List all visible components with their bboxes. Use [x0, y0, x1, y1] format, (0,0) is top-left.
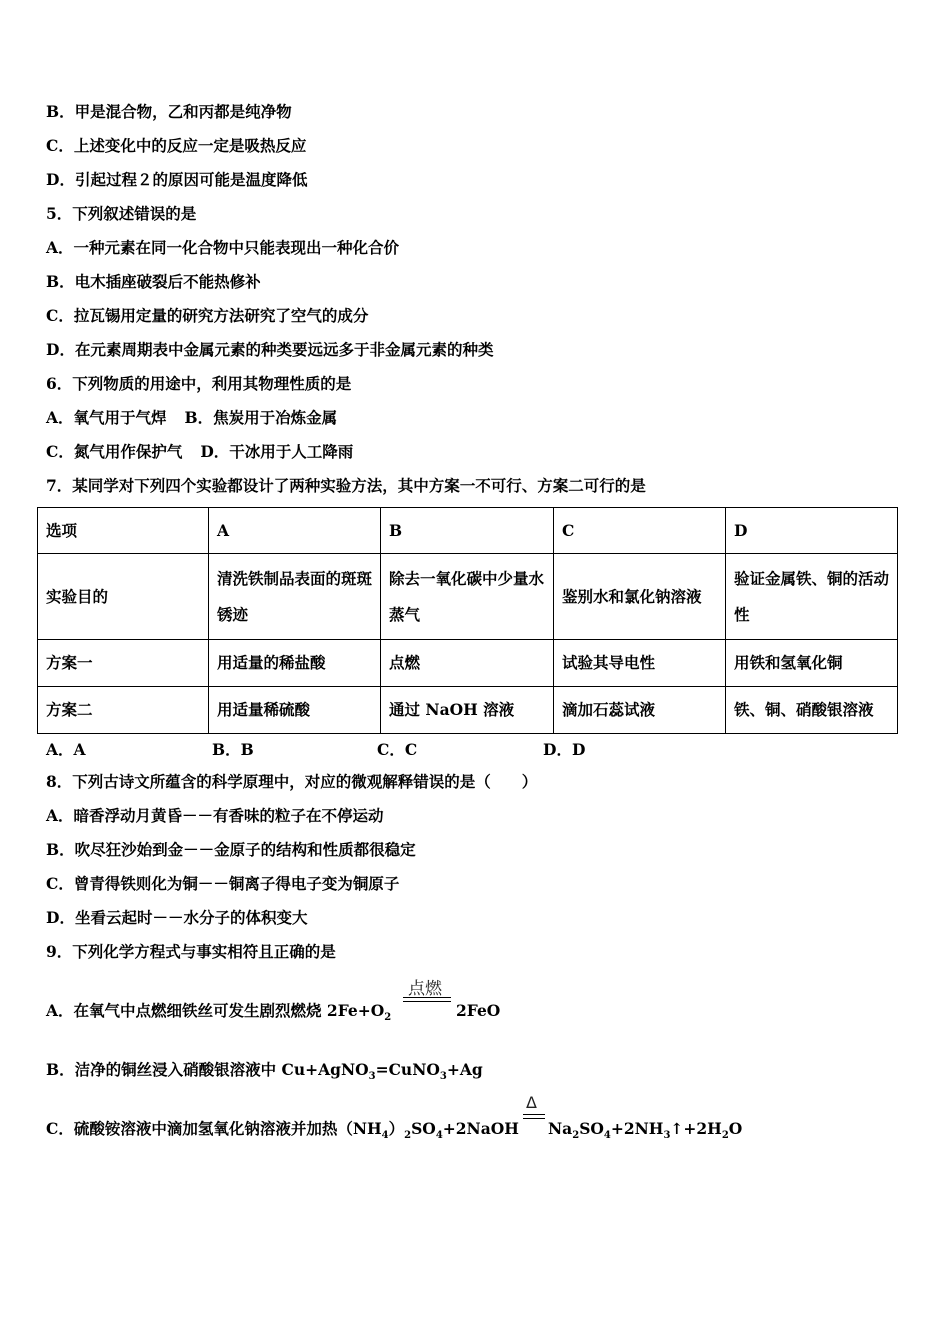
q8-option-b: B．吹尽狂沙始到金－－金原子的结构和性质都很稳定: [46, 840, 416, 859]
q9-option-b-text: B．洁净的铜丝浸入硝酸银溶液中 Cu+AgNO: [46, 1060, 369, 1079]
formula-part: +Ag: [446, 1060, 483, 1079]
q7-answer-b: B．B: [212, 740, 254, 759]
q6-options-ab: [46, 408, 337, 428]
subscript: 2: [721, 1130, 729, 1142]
q8-option-a: A．暗香浮动月黄昏－－有香味的粒子在不停运动: [46, 806, 384, 825]
formula-part: Na: [548, 1119, 573, 1138]
table-cell: 实验目的: [38, 554, 209, 640]
subscript: 3: [663, 1130, 671, 1142]
q5-option-a: A．一种元素在同一化合物中只能表现出一种化合价: [46, 238, 400, 257]
formula-part: =CuNO: [375, 1060, 440, 1079]
formula-part: ↑+2H: [670, 1119, 722, 1138]
q9-option-a-product: 2FeO: [456, 1001, 501, 1020]
q5-option-d: D．在元素周期表中金属元素的种类要远远多于非金属元素的种类: [46, 340, 494, 359]
q5-stem: 5．下列叙述错误的是: [46, 204, 197, 223]
table-cell: 验证金属铁、铜的活动性: [726, 554, 898, 640]
table-cell: 鉴别水和氯化钠溶液: [554, 554, 726, 640]
reaction-condition-ignite: 点燃: [408, 979, 442, 999]
header-cell: C: [554, 508, 726, 554]
q6-option-d: D．干冰用于人工降雨: [200, 442, 354, 461]
header-cell: B: [381, 508, 554, 554]
q6-option-b: B．焦炭用于冶炼金属: [184, 408, 338, 427]
q6-options-cd: [46, 442, 353, 462]
table-cell: 方案二: [38, 687, 209, 734]
q9-option-c: [46, 1119, 519, 1146]
subscript: 2: [384, 1012, 392, 1024]
formula-part: SO: [579, 1119, 604, 1138]
table-row: [38, 687, 898, 734]
equation-double-line: [403, 997, 451, 1002]
header-cell: D: [726, 508, 898, 554]
q8-stem: 8．下列古诗文所蕴含的科学原理中，对应的微观解释错误的是（ ）: [46, 772, 538, 791]
q7-stem: 7．某同学对下列四个实验都设计了两种实验方法，其中方案一不可行、方案二可行的是: [46, 476, 646, 495]
q7-answer-c: C．C: [377, 740, 418, 759]
subscript: 3: [439, 1071, 447, 1083]
table-row: [38, 508, 898, 554]
subscript: 4: [381, 1130, 389, 1142]
formula-part: ）: [388, 1119, 405, 1138]
q7-answer-d: D．D: [543, 740, 586, 759]
formula-part: +2NH: [610, 1119, 664, 1138]
q4-option-b: B．甲是混合物，乙和丙都是纯净物: [46, 102, 292, 121]
table-cell: 试验其导电性: [554, 640, 726, 687]
q7-table: [37, 507, 898, 734]
table-cell: 滴加石蕊试液: [554, 687, 726, 734]
q9-option-c-text: C．硫酸铵溶液中滴加氢氧化钠溶液并加热（NH: [46, 1119, 382, 1138]
q6-option-c: C．氮气用作保护气: [46, 442, 183, 461]
table-cell: 用铁和氢氧化铜: [726, 640, 898, 687]
table-cell: 铁、铜、硝酸银溶液: [726, 687, 898, 734]
subscript: 2: [572, 1130, 580, 1142]
q9-option-b: [46, 1060, 483, 1087]
table-cell: 清洗铁制品表面的斑斑锈迹: [209, 554, 381, 640]
q4-option-c: C．上述变化中的反应一定是吸热反应: [46, 136, 307, 155]
table-row: [38, 554, 898, 640]
q4-option-d: D．引起过程２的原因可能是温度降低: [46, 170, 308, 189]
q8-option-d: D．坐看云起时－－水分子的体积变大: [46, 908, 308, 927]
reaction-condition-heat: Δ: [526, 1093, 537, 1112]
q6-stem: 6．下列物质的用途中，利用其物理性质的是: [46, 374, 352, 393]
table-cell: 用适量稀硫酸: [209, 687, 381, 734]
table-cell: 点燃: [381, 640, 554, 687]
formula-part: +2NaOH: [442, 1119, 519, 1138]
q5-option-b: B．电木插座破裂后不能热修补: [46, 272, 261, 291]
table-row: [38, 640, 898, 687]
formula-part: O: [728, 1119, 743, 1138]
q9-option-c-product: [548, 1119, 742, 1146]
subscript: 3: [368, 1071, 376, 1083]
equation-double-line: [523, 1114, 545, 1119]
header-cell: 选项: [38, 508, 209, 554]
table-cell: 通过 NaOH 溶液: [381, 687, 554, 734]
header-cell: A: [209, 508, 381, 554]
table-cell: 方案一: [38, 640, 209, 687]
table-cell: 用适量的稀盐酸: [209, 640, 381, 687]
q5-option-c: C．拉瓦锡用定量的研究方法研究了空气的成分: [46, 306, 369, 325]
formula-part: SO: [411, 1119, 436, 1138]
q6-option-a: A．氧气用于气焊: [46, 408, 167, 427]
q8-option-c: C．曾青得铁则化为铜－－铜离子得电子变为铜原子: [46, 874, 400, 893]
q9-option-a: [46, 1001, 391, 1028]
subscript: 4: [603, 1130, 611, 1142]
subscript: 4: [435, 1130, 443, 1142]
q7-answer-a: A．A: [46, 740, 86, 759]
subscript: 2: [404, 1130, 412, 1142]
table-cell: 除去一氧化碳中少量水蒸气: [381, 554, 554, 640]
q9-option-a-text: A．在氧气中点燃细铁丝可发生剧烈燃烧 2Fe+O: [46, 1001, 385, 1020]
q9-stem: 9．下列化学方程式与事实相符且正确的是: [46, 942, 336, 961]
